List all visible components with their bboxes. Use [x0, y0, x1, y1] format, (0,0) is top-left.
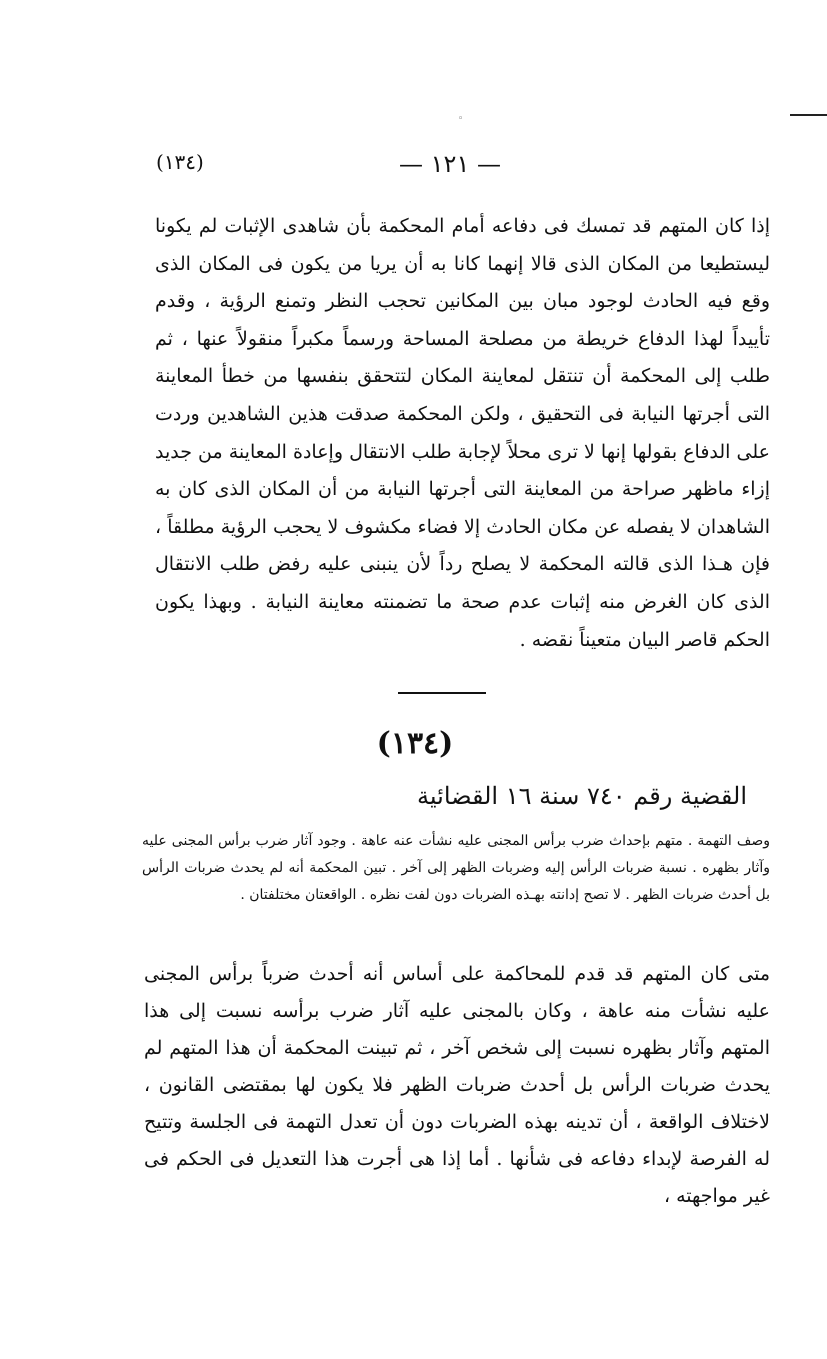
print-speck: ◦ [458, 114, 464, 124]
section-separator [398, 692, 486, 694]
case-summary [142, 828, 770, 909]
ruling-paragraph [144, 956, 770, 1215]
running-case-reference: (١٣٤) [156, 150, 204, 174]
previous-case-paragraph [155, 208, 770, 659]
paragraph-text: متى كان المتهم قد قدم للمحاكمة على أساس أنه أحدث ضرباً برأس المجنى عليه نشأت منه عاهة ، وكان بالمجنى عليه آثار ضرب برأسه نسبت إلى هذا المتهم وآثار بظهره نسبت إلى شخص آخر ، ثم تبينت المحكمة أن هذا المتهم لم يحدث ضربات الرأس بل أحدث ضربات الظهر فلا يكون لها بمقتضى القانون ، لاختلاف الواقعة ، أن تدينه بهذه الضربات دون أن تعدل التهمة فى الجلسة وتتيح له الفرصة لإبداء دفاعه فى شأنها . أما إذا هى أجرت هذا التعديل فى الحكم فى غير مواجهته ، [144, 963, 770, 1207]
case-title: القضية رقم ٧٤٠ سنة ١٦ القضائية [417, 782, 747, 810]
paragraph-text: إذا كان المتهم قد تمسك فى دفاعه أمام المحكمة بأن شاهدى الإثبات لم يكونا ليستطيعا من المكان الذى قالا إنهما كانا به أن يريا من يكون فى المكان الذى وقع فيه الحادث لوجود مبان بين المكانين تحجب النظر وتمنع الرؤية ، وقدم تأييداً لهذا الدفاع خريطة من مصلحة المساحة ورسماً مكبراً منقولاً عنها ، ثم طلب إلى المحكمة أن تنتقل لمعاينة المكان لتتحقق بنفسها من خطأ المعاينة التى أجرتها النيابة فى التحقيق ، ولكن المحكمة صدقت هذين الشاهدين وردت على الدفاع بقولها إنها لا ترى محلاً لإجابة طلب الانتقال وإعادة المعاينة من جديد إزاء ماظهر صراحة من المعاينة التى أجرتها النيابة من أن المكان الذى كان به الشاهدان لا يفصله عن مكان الحادث إلا فضاء مكشوف لا يحجب الرؤية مطلقاً ، فإن هـذا الذى قالته المحكمة لا يصلح رداً لأن ينبنى عليه رفض طلب الانتقال الذى كان الغرض منه إثبات عدم صحة ما تضمنته معاينة النيابة . وبهذا يكون الحكم قاصر البيان متعيناً نقضه . [155, 215, 770, 651]
case-number-heading: (١٣٤) [376, 726, 454, 761]
page-header [150, 150, 750, 190]
summary-text: وصف التهمة . متهم بإحداث ضرب برأس المجنى عليه نشأت عنه عاهة . وجود آثار ضرب برأس المجنى عليه وآثار بظهره . نسبة ضربات الرأس إليه وضربات الظهر إلى آخر . تبين المحكمة أنه لم يحدث ضربات الرأس بل أحدث ضربات الظهر . لا تصح إدانته بهـذه الضربات دون لفت نظره . الواقعتان مختلفتان . [142, 833, 770, 903]
page-number: — ١٢١ — [399, 150, 501, 178]
margin-rule [790, 114, 827, 116]
